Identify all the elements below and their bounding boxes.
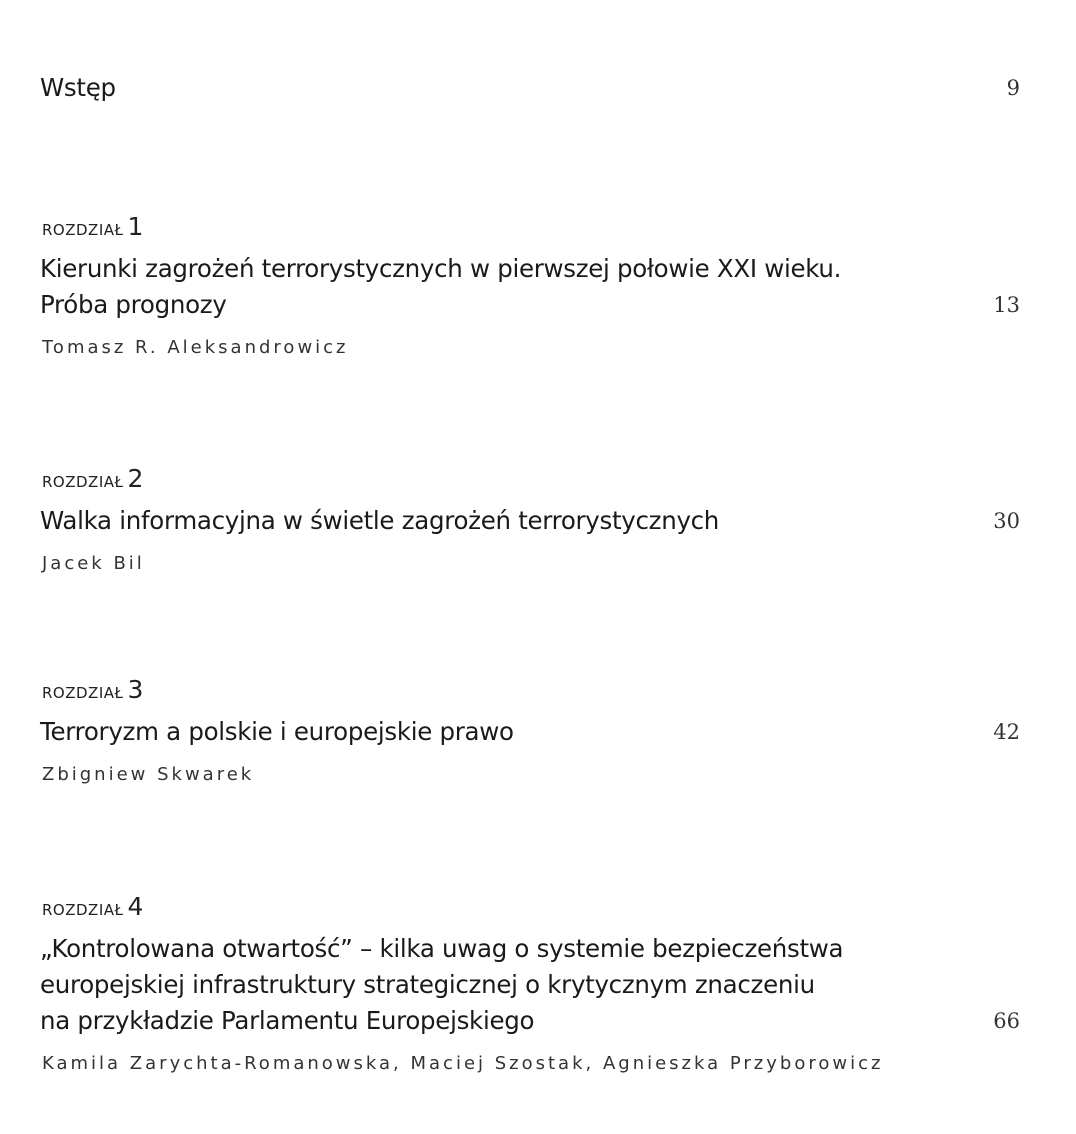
toc-title-row [40, 714, 1020, 750]
chapter-label [42, 214, 1020, 239]
toc-entry-chapter-3[interactable] [40, 677, 1020, 785]
chapter-author: Zbigniew Skwarek [42, 764, 255, 785]
chapter-title-line: „Kontrolowana otwartość” – kilka uwag o systemie bezpieczeństwa [40, 934, 844, 963]
chapter-page-number: 66 [993, 1009, 1020, 1033]
chapter-number: 3 [127, 675, 144, 704]
chapter-label-text: ROZDZIAŁ [42, 901, 124, 919]
chapter-label-text: ROZDZIAŁ [42, 684, 124, 702]
chapter-label-text: ROZDZIAŁ [42, 473, 124, 491]
chapter-label [42, 894, 1020, 919]
toc-title-row [40, 70, 1020, 106]
chapter-page-number: 30 [993, 509, 1020, 533]
intro-title-text: Wstęp [40, 73, 116, 102]
chapter-title-line: Terroryzm a polskie i europejskie prawo [40, 717, 514, 746]
chapter-title [40, 251, 930, 323]
chapter-label-text: ROZDZIAŁ [42, 221, 124, 239]
chapter-page-number: 13 [993, 293, 1020, 317]
chapter-number: 2 [127, 464, 144, 493]
chapter-title-line: Walka informacyjna w świetle zagrożeń terrorystycznych [40, 506, 720, 535]
chapter-label [42, 677, 1020, 702]
toc-title-row [40, 251, 1020, 323]
chapter-number: 4 [127, 892, 144, 921]
chapter-title [40, 714, 930, 750]
chapter-author: Tomasz R. Aleksandrowicz [42, 337, 349, 358]
intro-title [40, 70, 930, 106]
chapter-author: Jacek Bil [42, 553, 145, 574]
chapter-title-line: Próba prognozy [40, 290, 227, 319]
toc-title-row [40, 931, 1020, 1039]
chapter-title [40, 931, 930, 1039]
chapter-label [42, 466, 1020, 491]
toc-title-row [40, 503, 1020, 539]
toc-entry-chapter-1[interactable] [40, 214, 1020, 358]
chapter-author: Kamila Zarychta-Romanowska, Maciej Szostak, Agnieszka Przyborowicz [42, 1053, 884, 1074]
toc-entry-chapter-2[interactable] [40, 466, 1020, 574]
toc-entry-intro[interactable] [40, 70, 1020, 106]
intro-page-number: 9 [1006, 76, 1020, 100]
chapter-title-line: europejskiej infrastruktury strategicznej o krytycznym znaczeniu [40, 970, 815, 999]
chapter-title-line: na przykładzie Parlamentu Europejskiego [40, 1006, 535, 1035]
chapter-title-line: Kierunki zagrożeń terrorystycznych w pierwszej połowie XXI wieku. [40, 254, 842, 283]
chapter-page-number: 42 [993, 720, 1020, 744]
chapter-title [40, 503, 930, 539]
chapter-number: 1 [127, 212, 144, 241]
toc-entry-chapter-4[interactable] [40, 894, 1020, 1074]
